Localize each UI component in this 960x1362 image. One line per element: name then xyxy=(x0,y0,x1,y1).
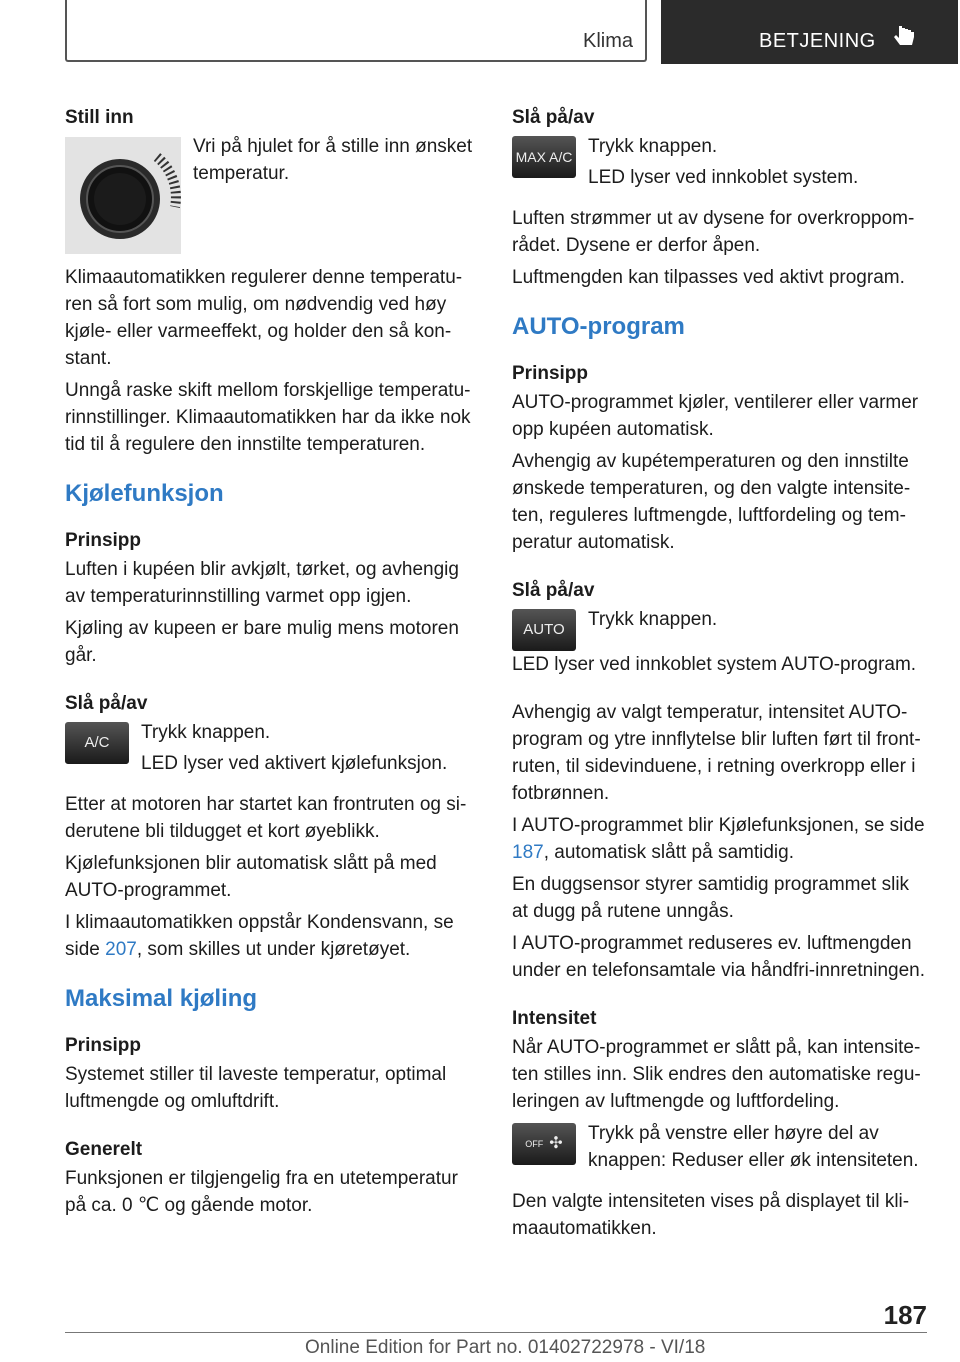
fig-text: LED lyser ved innkoblet system. xyxy=(588,167,859,188)
paragraph: AUTO-programmet kjøler, ventilerer eller varmer opp kupéen automatisk. xyxy=(512,392,919,440)
hand-pointer-icon xyxy=(893,24,915,50)
paragraph: Etter at motoren har startet kan frontruten og siderutene bli tildugget et kort øyeblikk. xyxy=(65,794,467,842)
fan-off-label: OFF xyxy=(525,1139,544,1149)
footer-divider xyxy=(65,1332,927,1333)
fig-text: LED lyser ved innkoblet system AUTO-program. xyxy=(512,654,917,675)
temperature-knob-image xyxy=(65,137,181,254)
subheading-sla-pa-av: Slå på/av xyxy=(512,580,595,601)
paragraph: Avhengig av kupétemperaturen og den innstilte ønskede temperaturen, og den valgte intensiteten, reguleres luftmengde, luftfordeling og temperatur automatisk. xyxy=(512,451,911,553)
fig-text: Trykk knappen. xyxy=(588,609,718,630)
fan-button-image xyxy=(512,1123,576,1165)
paragraph: Systemet stiller til laveste temperatur, optimal luftmengde og omluftdrift. xyxy=(65,1064,447,1112)
fig-text: LED lyser ved aktivert kjølefunksjon. xyxy=(141,753,448,774)
paragraph: Den valgte intensiteten vises på displayet til klimaautomatikken. xyxy=(512,1191,910,1239)
fan-icon: ✣ xyxy=(549,1135,563,1152)
right-column xyxy=(512,104,927,1247)
paragraph: Funksjonen er tilgjengelig fra en utetemperatur på ca. 0 ℃ og gående motor. xyxy=(65,1168,458,1216)
paragraph: Når AUTO-programmet er slått på, kan intensiteten stilles inn. Slik endres den automatiske reguleringen av luftmengde og luftfordeling. xyxy=(512,1037,921,1112)
subheading-intensitet: Intensitet xyxy=(512,1008,597,1029)
knob-instruction: Vri på hjulet for å stille inn ønsket temperatur. xyxy=(193,136,473,184)
fig-text: Trykk knappen. xyxy=(588,136,718,157)
figure-fan-button xyxy=(512,1120,927,1178)
paragraph: Klimaautomatikken regulerer denne temperaturen så fort som mulig, om nødvendig ved høy kjøle- eller varmeeffekt, og holder den så konstant. xyxy=(65,267,463,369)
fig-text: Trykk på venstre eller høyre del av knappen: Reduser eller øk intensiteten. xyxy=(588,1123,919,1171)
heading-still-inn: Still inn xyxy=(65,107,134,128)
left-column xyxy=(65,104,478,1224)
subheading-prinsipp: Prinsipp xyxy=(512,363,589,384)
subheading-sla-pa-av: Slå på/av xyxy=(512,107,595,128)
section-tab xyxy=(65,0,647,62)
paragraph: Luftmengden kan tilpasses ved aktivt program. xyxy=(512,267,905,288)
auto-button-image: AUTO xyxy=(512,609,576,651)
paragraph: Luften i kupéen blir avkjølt, tørket, og avhengig av temperaturinnstilling varmet opp igjen. xyxy=(65,559,459,607)
paragraph: Kjølefunksjonen blir automatisk slått på med AUTO-programmet. xyxy=(65,853,437,901)
subheading-prinsipp: Prinsipp xyxy=(65,530,142,551)
section-title: Klima xyxy=(582,30,633,52)
subheading-generelt: Generelt xyxy=(65,1139,143,1160)
max-ac-button-image: MAX A/C xyxy=(512,136,576,178)
figure-max-ac-button xyxy=(512,133,927,195)
paragraph: Luften strømmer ut av dysene for overkroppområdet. Dysene er derfor åpen. xyxy=(512,208,915,256)
footer-text: Online Edition for Part no. 01402722978 - VI/18 xyxy=(305,1337,706,1358)
subheading-prinsipp: Prinsipp xyxy=(65,1035,142,1056)
paragraph: I klimaautomatikken oppstår Kondensvann, se side 207, som skilles ut under kjøretøyet. xyxy=(65,912,454,960)
heading-maksimal-kjoling: Maksimal kjøling xyxy=(65,985,258,1012)
fig-text: Trykk knappen. xyxy=(141,722,271,743)
paragraph: En duggsensor styrer samtidig programmet slik at dugg på rutene unngås. xyxy=(512,874,910,922)
heading-kjolefunksjon: Kjølefunksjon xyxy=(65,480,224,507)
paragraph: Unngå raske skift mellom forskjellige temperaturinnstillinger. Klimaautomatikken har da ikke nok tid til å regulere den innstilte temperaturen. xyxy=(65,380,471,455)
page-link-187[interactable]: 187 xyxy=(512,842,544,863)
page-link-207[interactable]: 207 xyxy=(105,939,137,960)
heading-auto-program: AUTO-program xyxy=(512,313,685,340)
figure-ac-button xyxy=(65,719,478,781)
subheading-sla-pa-av: Slå på/av xyxy=(65,693,148,714)
paragraph: Avhengig av valgt temperatur, intensitet AUTO-program og ytre innflytelse blir luften ført til frontruten, til sidevinduene, i retning overkropp eller i fotbrønnen. xyxy=(512,702,921,804)
chapter-title: BETJENING xyxy=(759,30,876,52)
ac-button-image: A/C xyxy=(65,722,129,764)
page-header xyxy=(65,0,958,64)
paragraph: Kjøling av kupeen er bare mulig mens motoren går. xyxy=(65,618,459,666)
figure-auto-button xyxy=(512,606,927,651)
paragraph: I AUTO-programmet blir Kjølefunksjonen, se side 187, automatisk slått på samtidig. xyxy=(512,815,925,863)
paragraph: I AUTO-programmet reduseres ev. luftmengden under en telefonsamtale via håndfri-innretningen. xyxy=(512,933,925,981)
page-number: 187 xyxy=(883,1300,927,1330)
chapter-tab xyxy=(661,0,958,64)
figure-knob xyxy=(65,133,478,254)
